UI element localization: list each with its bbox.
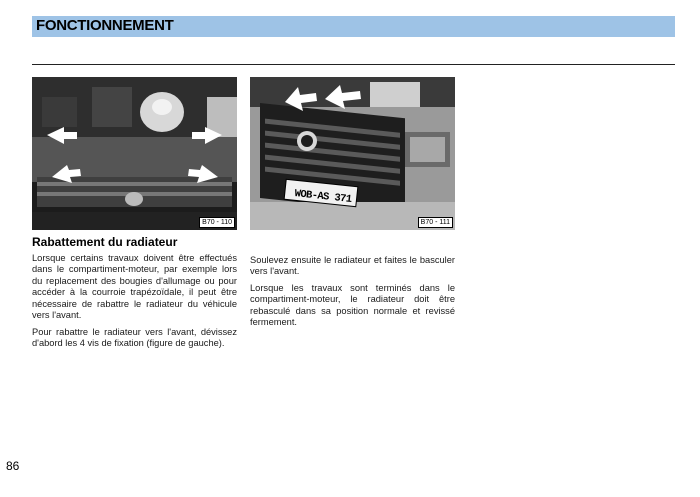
license-plate: WOB-AS 371 xyxy=(294,188,352,206)
page-title: FONCTIONNEMENT xyxy=(36,17,174,34)
engine-photo xyxy=(32,77,237,230)
figure-code-right: B70 - 111 xyxy=(418,217,453,228)
figure-code-left: B70 - 110 xyxy=(199,217,235,228)
page-number: 86 xyxy=(6,459,20,473)
section-heading: Rabattement du radiateur xyxy=(32,235,178,249)
header-rule xyxy=(32,64,675,65)
paragraph-col2-1: Soulevez ensuite le radiateur et faites le basculer vers l'avant. xyxy=(250,255,455,277)
paragraph-col2-2: Lorsque les travaux sont terminés dans le compartiment-moteur, le radiateur doit être rebasculé dans sa position normale et revissé fermement. xyxy=(250,283,455,328)
radiator-grille-photo xyxy=(250,77,455,230)
paragraph-col1-2: Pour rabattre le radiateur vers l'avant, dévissez d'abord les 4 vis de fixation (figure de gauche). xyxy=(32,327,237,349)
paragraph-col1-1: Lorsque certains travaux doivent être effectués dans le compartiment-moteur, par exemple lors du replacement des bougies d'allumage ou pour accéder à la courroie trapézoïdale, il peut être nécessaire de rabattre le radiateur du véhicule vers l'avant. xyxy=(32,253,237,321)
